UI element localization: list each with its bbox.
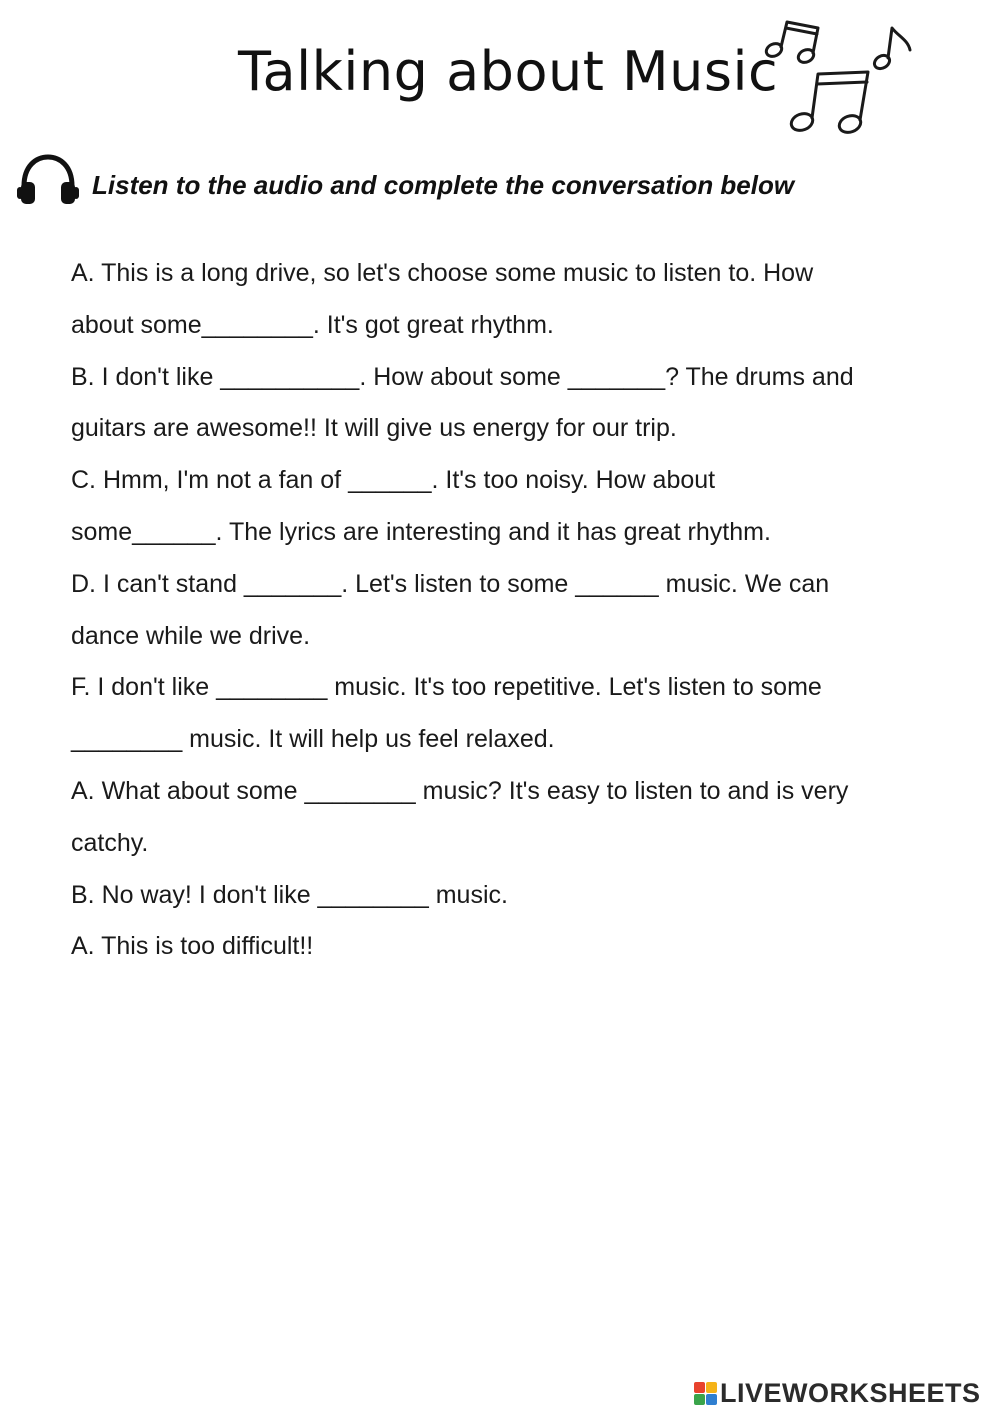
logo-blocks-icon bbox=[694, 1382, 717, 1405]
conversation-line: A. What about some ________ music? It's easy to listen to and is very bbox=[71, 776, 849, 805]
headphones-icon bbox=[16, 154, 80, 206]
music-notes-icon bbox=[760, 14, 920, 139]
logo-block bbox=[706, 1394, 717, 1405]
conversation-line: catchy. bbox=[71, 828, 149, 857]
conversation-line: C. Hmm, I'm not a fan of ______. It's too noisy. How about bbox=[71, 466, 716, 495]
conversation-line: about some________. It's got great rhythm. bbox=[71, 310, 554, 339]
conversation-line: some______. The lyrics are interesting and it has great rhythm. bbox=[71, 517, 771, 546]
conversation-text bbox=[71, 248, 951, 973]
logo-text: LIVEWORKSHEETS bbox=[720, 1378, 981, 1408]
conversation-line: ________ music. It will help us feel relaxed. bbox=[71, 725, 555, 754]
instruction-text: Listen to the audio and complete the conversation below bbox=[92, 170, 795, 200]
page-title: Talking about Music bbox=[238, 40, 779, 103]
conversation-line: dance while we drive. bbox=[71, 621, 311, 650]
conversation-line: B. No way! I don't like ________ music. bbox=[71, 880, 508, 909]
logo-block bbox=[706, 1382, 717, 1393]
conversation-line: A. This is too difficult!! bbox=[71, 932, 314, 961]
liveworksheets-logo bbox=[694, 1378, 981, 1409]
conversation-line: guitars are awesome!! It will give us energy for our trip. bbox=[71, 414, 677, 443]
logo-block bbox=[694, 1394, 705, 1405]
conversation-line: B. I don't like __________. How about some _______? The drums and bbox=[71, 362, 854, 391]
conversation-line: A. This is a long drive, so let's choose some music to listen to. How bbox=[71, 259, 814, 287]
conversation-line: F. I don't like ________ music. It's too repetitive. Let's listen to some bbox=[71, 673, 822, 702]
logo-block bbox=[694, 1382, 705, 1393]
conversation-line: D. I can't stand _______. Let's listen to some ______ music. We can bbox=[71, 569, 830, 598]
